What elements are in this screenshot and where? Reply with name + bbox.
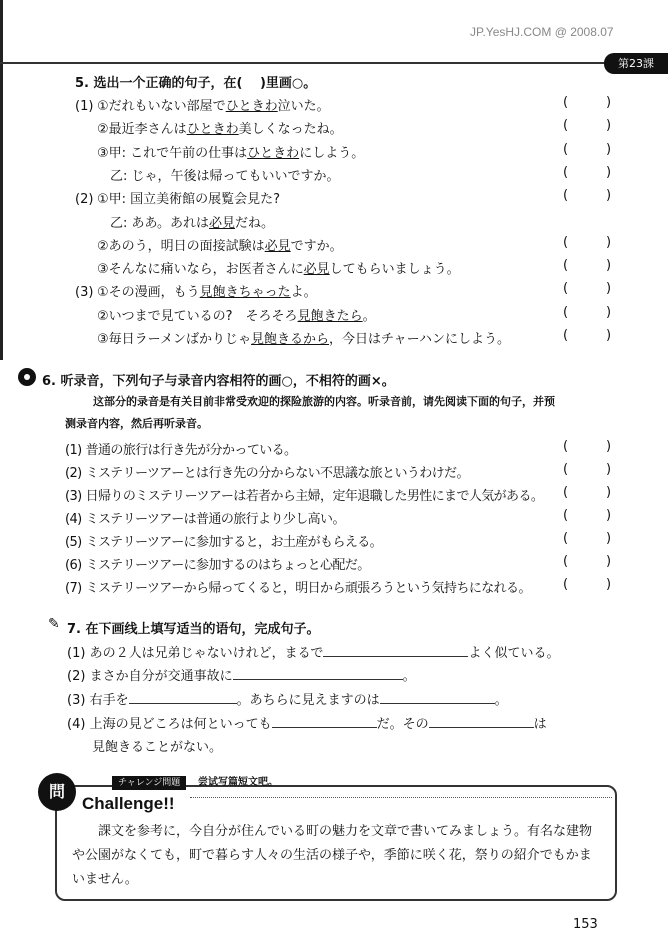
statement-row <box>65 439 296 458</box>
answer-paren-open[interactable]: ( <box>563 439 569 454</box>
sentence-text: ですか。 <box>290 238 343 254</box>
answer-paren-open[interactable]: ( <box>563 304 569 320</box>
sentence-text: ①その漫画，もう <box>97 285 200 301</box>
question-badge-icon: 問 <box>38 773 76 811</box>
answer-paren-open[interactable]: ( <box>563 188 569 204</box>
item-text: あの２人は兄弟じゃないけれど，まるで <box>89 646 324 661</box>
choice-row <box>75 188 280 207</box>
underlined-phrase: 見飽きちゃった <box>199 285 291 301</box>
challenge-logo: Challenge!! <box>82 794 175 813</box>
answer-paren-close[interactable]: ) <box>606 554 612 569</box>
answer-paren-close[interactable]: ) <box>606 118 612 134</box>
choice-row <box>75 212 274 231</box>
answer-paren-close[interactable]: ) <box>606 281 612 297</box>
choice-row <box>75 305 376 324</box>
statement-text: 日帰りのミステリーツアーは若者から主婦，定年退職した男性にまで人気がある。 <box>85 489 544 504</box>
answer-paren-close[interactable]: ) <box>606 577 612 592</box>
item-text: 上海の見どころは何といっても <box>89 717 272 732</box>
answer-paren-close[interactable]: ) <box>606 188 612 204</box>
sentence-text: にしよう。 <box>299 145 365 161</box>
sentence-text: ，今日はチャーハンにしよう。 <box>329 332 510 347</box>
item-number: (3) <box>67 693 86 708</box>
sentence-text: ③甲: これで午前の仕事は <box>97 145 248 161</box>
answer-paren-open[interactable]: ( <box>563 141 569 157</box>
sentence-text: だね。 <box>235 215 275 231</box>
choice-row <box>75 142 364 161</box>
answer-paren-open[interactable]: ( <box>563 531 569 546</box>
underlined-phrase: ひときわ <box>247 145 300 161</box>
answer-paren-close[interactable]: ) <box>606 531 612 546</box>
item-number: (6) <box>65 558 82 573</box>
answer-blank[interactable] <box>129 691 237 704</box>
answer-paren-close[interactable]: ) <box>606 304 612 320</box>
answer-blank[interactable] <box>233 667 403 680</box>
answer-paren-open[interactable]: ( <box>563 508 569 523</box>
cd-icon <box>18 368 36 386</box>
sentence-text: 泣いた。 <box>277 99 330 114</box>
answer-paren-open[interactable]: ( <box>563 234 569 250</box>
item-number: (1) <box>67 646 86 661</box>
statement-row <box>65 554 370 573</box>
answer-paren-close[interactable]: ) <box>606 439 612 454</box>
answer-paren-open[interactable]: ( <box>563 164 569 180</box>
sentence-text: 。 <box>362 308 376 324</box>
underlined-phrase: 見飽きるから <box>251 332 330 347</box>
section7-title: 7. 在下画线上填写适当的语句，完成句子。 <box>67 622 320 637</box>
fill-item-4-cont: 見飽きることがない。 <box>92 740 223 755</box>
item-text: は <box>533 717 547 732</box>
underlined-phrase: 見飽きたら <box>297 308 363 324</box>
watermark: JP.YesHJ.COM @ 2008.07 <box>470 25 614 39</box>
item-text: まさか自分が交通事故に <box>89 669 233 684</box>
statement-row <box>65 508 345 527</box>
statement-row <box>65 485 543 504</box>
answer-paren-open[interactable]: ( <box>563 485 569 500</box>
item-text: 。あちらに見えますのは <box>236 693 380 708</box>
choice-row <box>75 328 510 347</box>
sentence-text: 乙: ああ。あれは <box>97 215 209 231</box>
underlined-phrase: 必見 <box>209 215 236 231</box>
answer-paren-close[interactable]: ) <box>606 462 612 477</box>
item-text: よく似ている。 <box>468 646 560 661</box>
answer-paren-open[interactable]: ( <box>563 258 569 274</box>
page-edge <box>0 0 3 360</box>
header-rule <box>0 62 610 64</box>
answer-blank[interactable] <box>272 715 377 728</box>
statement-text: ミステリーツアーに参加するのはちょっと心配だ。 <box>85 558 370 573</box>
answer-paren-open[interactable]: ( <box>563 281 569 297</box>
item-number: (3) <box>65 489 82 504</box>
sentence-text: ①だれもいない部屋で <box>97 99 226 114</box>
sentence-text: ②いつまで見ているの? そろそろ <box>97 308 298 324</box>
statement-text: ミステリーツアーに参加すると，お土産がもらえる。 <box>85 535 383 550</box>
sentence-text: してもらいましょう。 <box>329 262 460 278</box>
underlined-phrase: 必見 <box>264 238 291 254</box>
sentence-text: 乙: じゃ，午後は帰ってもいいですか。 <box>97 168 340 184</box>
choice-row <box>75 118 343 137</box>
challenge-tag: チャレンジ問題 <box>112 776 186 790</box>
choice-row <box>75 281 317 300</box>
answer-paren-close[interactable]: ) <box>606 141 612 157</box>
answer-paren-open[interactable]: ( <box>563 95 569 110</box>
fill-item-3 <box>67 689 508 708</box>
statement-row <box>65 462 469 481</box>
item-number: (3) <box>75 285 94 301</box>
item-text: 右手を <box>89 693 129 708</box>
challenge-divider <box>190 797 612 798</box>
answer-paren-open[interactable]: ( <box>563 577 569 592</box>
item-number: (1) <box>75 99 94 114</box>
statement-text: ミステリーツアーは普通の旅行より少し高い。 <box>85 512 345 527</box>
pencil-icon: ✎ <box>48 616 60 632</box>
sentence-text: ②あのう，明日の面接試験は <box>97 238 265 254</box>
lesson-tab: 第23課 <box>604 53 668 74</box>
item-text: 。 <box>402 669 416 684</box>
item-number: (5) <box>65 535 82 550</box>
sentence-text: 美しくなったね。 <box>238 122 343 138</box>
answer-paren-close[interactable]: ) <box>606 95 612 110</box>
fill-item-1 <box>67 642 559 661</box>
underlined-phrase: ひときわ <box>225 99 278 114</box>
answer-blank[interactable] <box>429 715 534 728</box>
underlined-phrase: ひときわ <box>186 122 239 138</box>
section6-desc: 这部分的录音是有关目前非常受欢迎的探险旅游的内容。听录音前，请先阅读下面的句子，并预 <box>93 395 555 408</box>
sentence-text: よ。 <box>290 285 317 301</box>
answer-blank[interactable] <box>323 644 468 657</box>
choice-row <box>75 235 343 254</box>
challenge-body: 課文を参考に，今自分が住んでいる町の魅力を文章で書いてみましょう。有名な建物や公園がなくても，町で暮らす人々の生活の様子や，季節に咲く花，祭りの紹介でもかまいません。 <box>72 824 593 887</box>
choice-row <box>75 95 330 114</box>
challenge-subtitle: 尝试写篇短文吧。 <box>198 777 278 788</box>
answer-paren-close[interactable]: ) <box>606 485 612 500</box>
fill-item-4 <box>67 713 547 732</box>
item-number: (1) <box>65 443 82 458</box>
section6-desc-cont: 测录音内容，然后再听录音。 <box>65 417 208 430</box>
item-text: だ。その <box>376 717 429 732</box>
answer-paren-close[interactable]: ) <box>606 508 612 523</box>
underlined-phrase: 必見 <box>303 262 330 278</box>
answer-paren-open[interactable]: ( <box>563 462 569 477</box>
answer-paren-open[interactable]: ( <box>563 554 569 569</box>
fill-item-2 <box>67 665 416 684</box>
sentence-text: ①甲: 国立美術館の展覧会見た? <box>97 192 281 208</box>
answer-paren-close[interactable]: ) <box>606 164 612 180</box>
item-number: (4) <box>67 717 86 732</box>
answer-paren-close[interactable]: ) <box>606 328 612 343</box>
sentence-text: ②最近李さんは <box>97 122 187 138</box>
sentence-text: ③毎日ラーメンばかりじゃ <box>97 332 252 347</box>
statement-text: 普通の旅行は行き先が分かっている。 <box>85 443 297 458</box>
choice-row <box>75 165 340 184</box>
statement-text: ミステリーツアーとは行き先の分からない不思議な旅というわけだ。 <box>85 466 469 481</box>
item-text: 。 <box>494 693 508 708</box>
answer-paren-open[interactable]: ( <box>563 118 569 134</box>
item-number: (7) <box>65 581 82 596</box>
page-number: 153 <box>573 917 598 932</box>
section5-title: 5. 选出一个正确的句子，在( )里画○。 <box>75 76 317 91</box>
answer-paren-open[interactable]: ( <box>563 328 569 343</box>
section6-title: 6. 听录音，下列句子与录音内容相符的画○，不相符的画×。 <box>42 374 395 389</box>
answer-paren-close[interactable]: ) <box>606 234 612 250</box>
item-number: (2) <box>65 466 82 481</box>
item-number: (4) <box>65 512 82 527</box>
statement-text: ミステリーツアーから帰ってくると，明日から頑張ろうという気持ちになれる。 <box>85 581 531 596</box>
choice-row <box>75 258 460 277</box>
item-number: (2) <box>75 192 94 208</box>
answer-paren-close[interactable]: ) <box>606 258 612 274</box>
statement-row <box>65 531 382 550</box>
sentence-text: ③そんなに痛いなら，お医者さんに <box>97 262 304 278</box>
statement-row <box>65 577 531 596</box>
item-number: (2) <box>67 669 86 684</box>
answer-blank[interactable] <box>380 691 495 704</box>
